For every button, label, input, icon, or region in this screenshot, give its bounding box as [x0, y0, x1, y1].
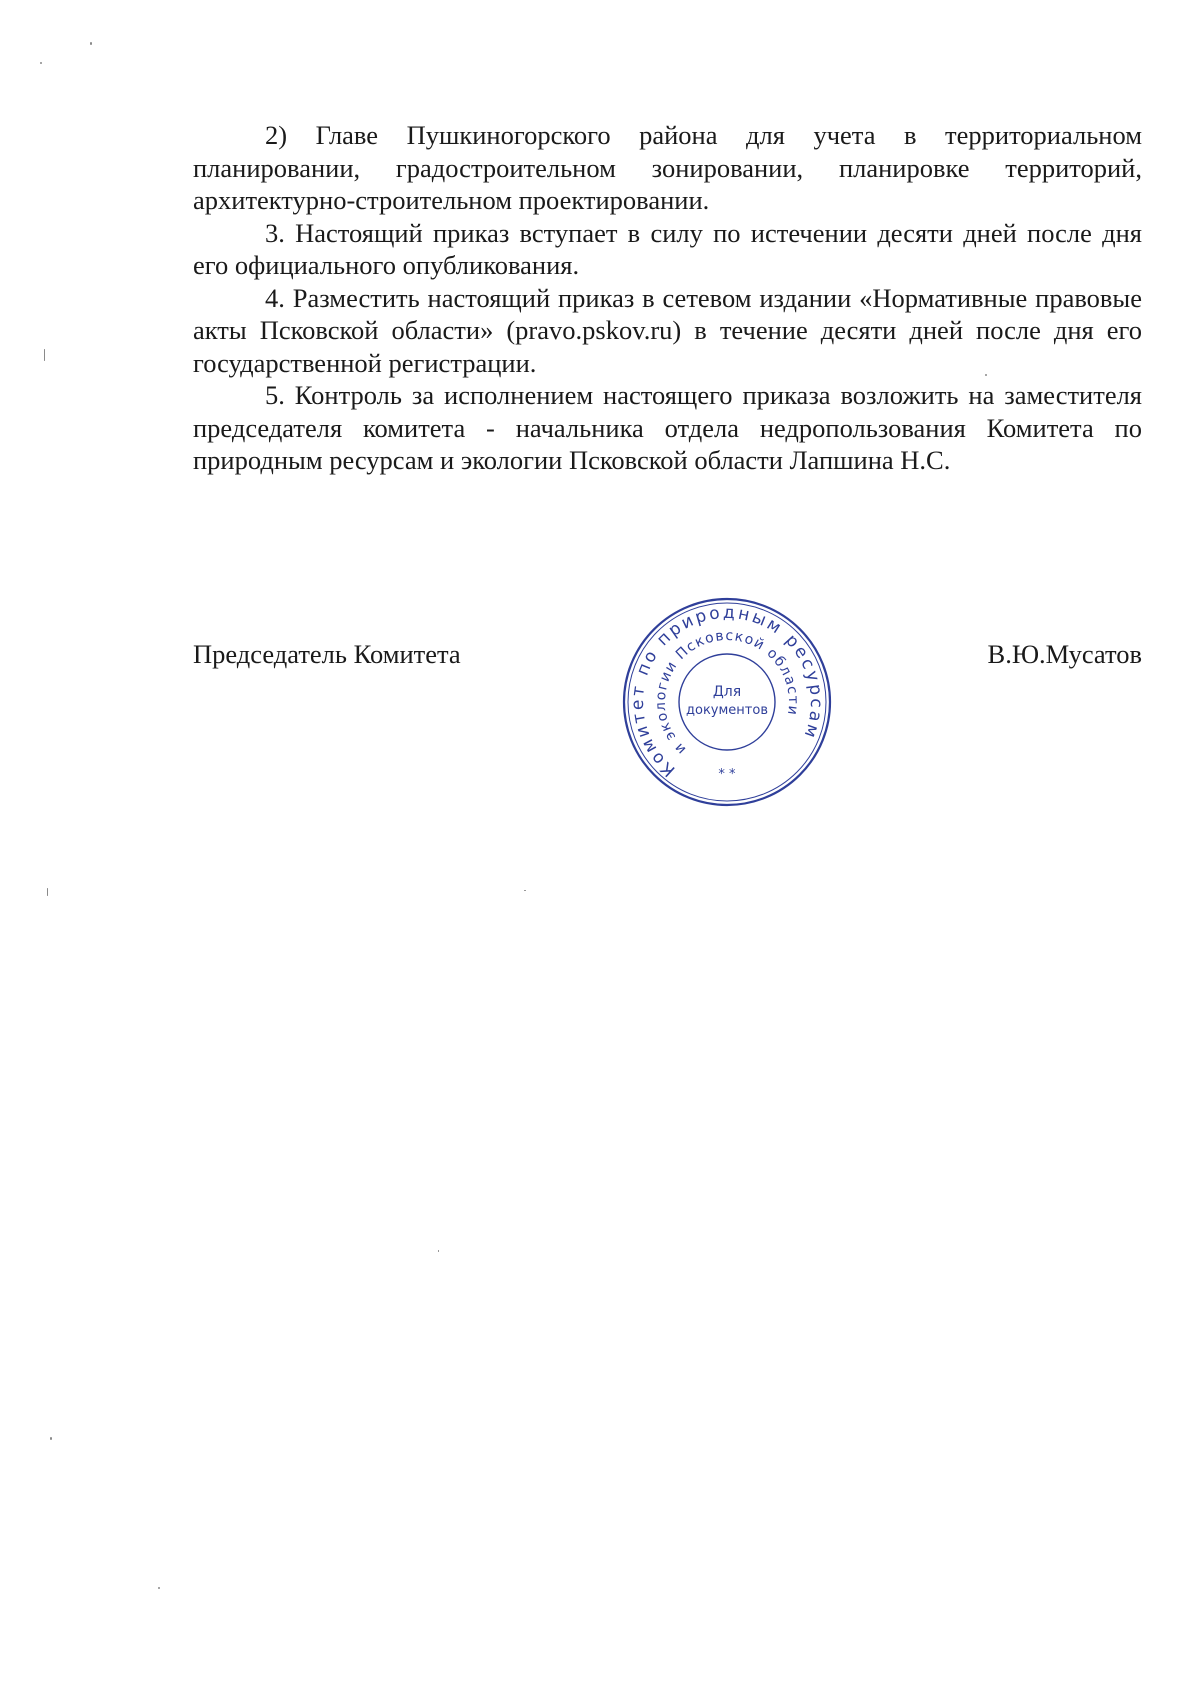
paragraph-5: 5. Контроль за исполнением настоящего приказа возложить на заместителя председателя комитета - начальника отдела недропользования Комитета по природным ресурсам и экологии Псковской области Лапшина Н.С. — [193, 380, 1142, 475]
scan-speck — [50, 1437, 52, 1440]
scan-speck — [47, 888, 48, 896]
scan-speck — [985, 374, 987, 376]
seal-inner-text: и экологии Псковской области — [652, 627, 802, 758]
scan-speck — [524, 890, 526, 891]
scan-speck — [40, 62, 42, 64]
signatory-title: Председатель Комитета — [193, 639, 461, 669]
scan-speck — [158, 1587, 160, 1589]
signatory-name: В.Ю.Мусатов — [987, 639, 1142, 669]
scan-speck — [90, 42, 92, 45]
scan-speck — [438, 1250, 439, 1252]
paragraph-4: 4. Разместить настоящий приказ в сетевом издании «Нормативные правовые акты Псковской области» (pravo.pskov.ru) в течение десяти дней после дня его государственной регистрации. — [193, 282, 1142, 378]
seal-outer-text: Комитет по природным ресурсам — [627, 602, 827, 781]
seal-stars: * * — [718, 767, 736, 782]
seal-center-line2: документов — [686, 703, 768, 718]
seal-center-line1: Для — [712, 684, 742, 700]
scan-speck — [44, 349, 45, 361]
official-seal — [620, 595, 834, 809]
paragraph-2: 2) Главе Пушкиногорского района для учета в территориальном планировании, градостроительном зонировании, планировке территорий, архитектурно-строительном проектировании. — [193, 120, 1142, 215]
seal-icon — [620, 595, 834, 809]
document-body — [193, 119, 1142, 477]
paragraph-3: 3. Настоящий приказ вступает в силу по истечении десяти дней после дня его официального опубликования. — [193, 217, 1142, 280]
